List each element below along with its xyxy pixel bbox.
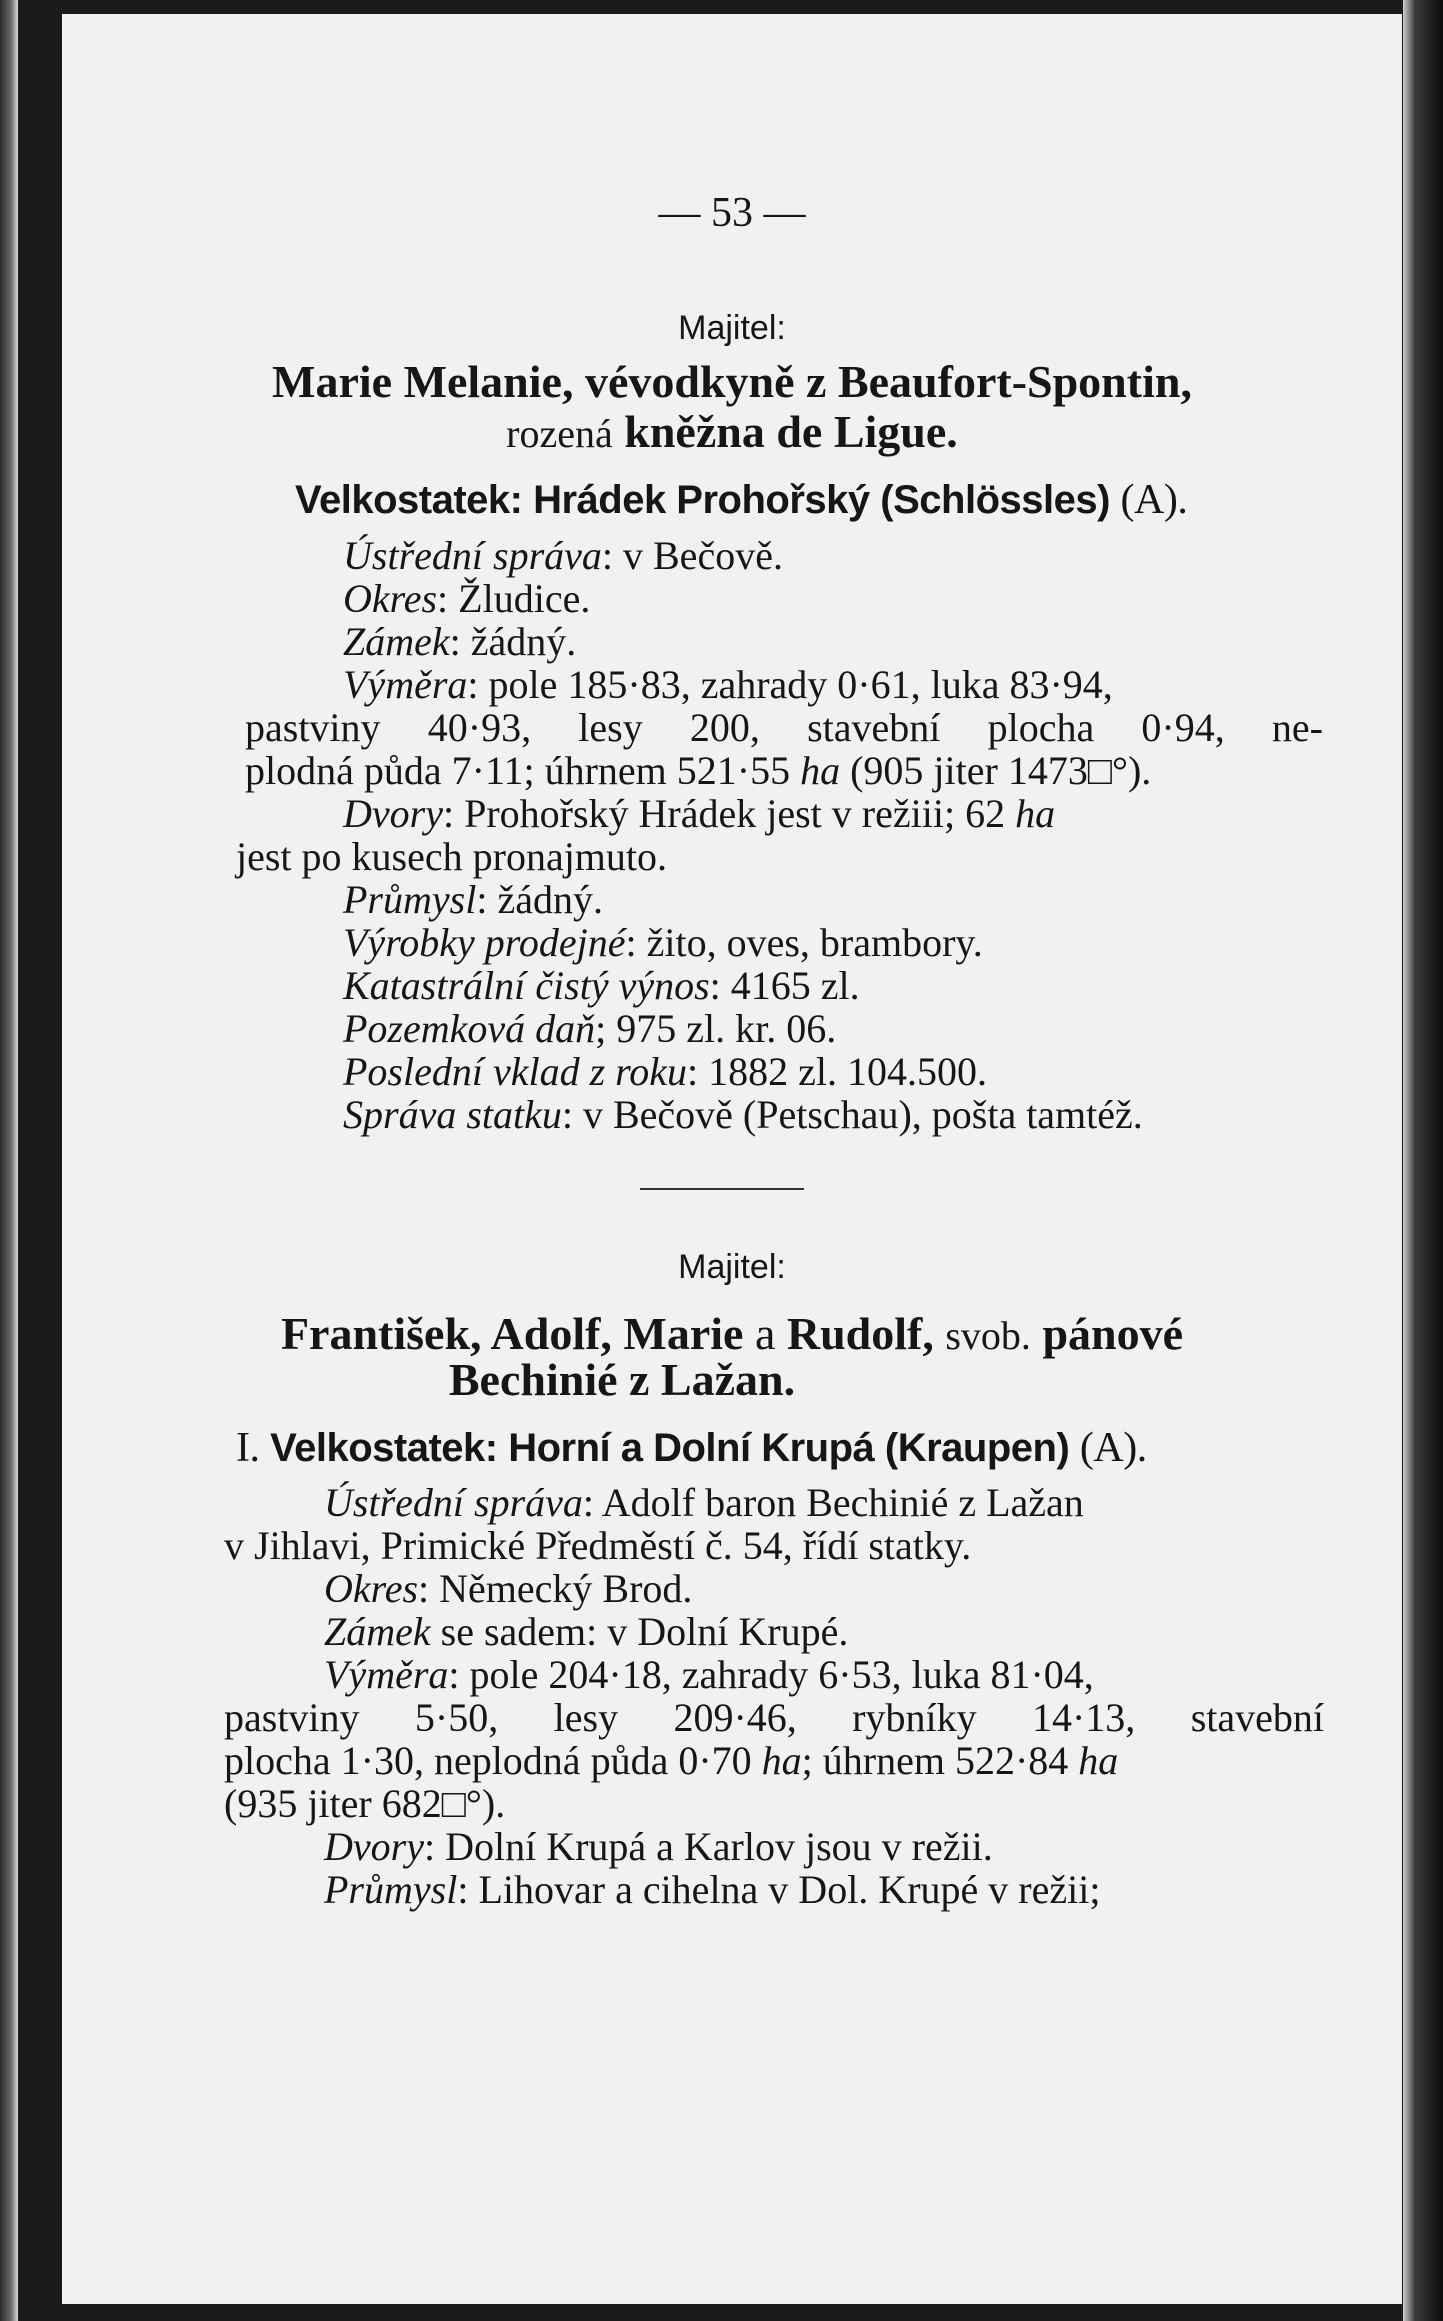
central-admin-1: Ústřední správa: v Bečově. [343,533,783,578]
courts-2: Dvory: Dolní Krupá a Karlov jsou v režii. [324,1824,993,1869]
scan-right-edge [1403,0,1443,2321]
area-2-line2: pastviny 5·50, lesy 209·46, rybníky 14·13, stavební [224,1695,1324,1740]
estate-category: (A). [1120,477,1188,523]
products-1: Výrobky prodejné: žito, oves, brambory. [343,920,983,965]
owner-name-2: František, Adolf, Marie a Rudolf, svob. pánové [280,1308,1184,1359]
owner-name-2-line2: Bechinié z Lažan. [448,1354,796,1405]
area-2-line4: (935 jiter 682□°). [224,1781,506,1826]
owner-prefix: rozená [506,411,613,456]
estate-admin-1: Správa statku: v Bečově (Petschau), pošta tamtéž. [343,1092,1143,1137]
section-divider [640,1188,804,1190]
estate-number: I. [236,1425,260,1471]
central-admin-2-line2: v Jihlavi, Primické Předměstí č. 54, řídí statky. [224,1523,972,1568]
owner-label-2: Majitel: [678,1248,786,1286]
area-1-line2: pastviny 40·93, lesy 200, stavební plocha 0·94, ne- [245,705,1323,750]
cadastral-1: Katastrální čistý výnos: 4165 zl. [343,963,860,1008]
page-number: — 53 — [658,190,806,236]
book-page [62,14,1402,2304]
estate-name: Velkostatek: Horní a Dolní Krupá (Kraupen) [270,1426,1070,1470]
estate-title-2 [236,1427,1443,1469]
land-tax-1: Pozemková daň; 975 zl. kr. 06. [343,1006,837,1051]
industry-2: Průmysl: Lihovar a cihelna v Dol. Krupé v režii; [324,1867,1101,1912]
industry-1: Průmysl: žádný. [343,877,603,922]
courts-1: Dvory: Prohořský Hrádek jest v režiii; 62 ha [343,791,1056,836]
area-1-line3: plodná půda 7·11; úhrnem 521·55 ha (905 jiter 1473□°). [245,748,1152,793]
owner-name-1: Marie Melanie, vévodkyně z Beaufort-Spontin, [272,356,1192,407]
district-1: Okres: Žludice. [343,576,591,621]
district-2: Okres: Německý Brod. [324,1566,693,1611]
owner-name-1-line2 [62,406,1402,457]
courts-1-line2: jest po kusech pronajmuto. [236,834,668,879]
estate-title-1 [295,479,1443,521]
castle-2: Zámek se sadem: v Dolní Krupé. [324,1609,849,1654]
area-2: Výměra: pole 204·18, zahrady 6·53, luka 81·04, [324,1652,1094,1697]
owner-title: kněžna de Ligue. [624,406,958,457]
castle-1: Zámek: žádný. [343,619,577,664]
owner-label-1: Majitel: [678,309,786,347]
estate-category: (A). [1079,1425,1147,1471]
scan-left-edge [0,0,18,2321]
area-2-line3: plocha 1·30, neplodná půda 0·70 ha; úhrnem 522·84 ha [224,1738,1119,1783]
central-admin-2: Ústřední správa: Adolf baron Bechinié z Lažan [324,1480,1084,1525]
estate-name: Velkostatek: Hrádek Prohořský (Schlössles) [295,478,1110,522]
area-1: Výměra: pole 185·83, zahrady 0·61, luka 83·94, [343,662,1113,707]
last-deposit-1: Poslední vklad z roku: 1882 zl. 104.500. [343,1049,987,1094]
